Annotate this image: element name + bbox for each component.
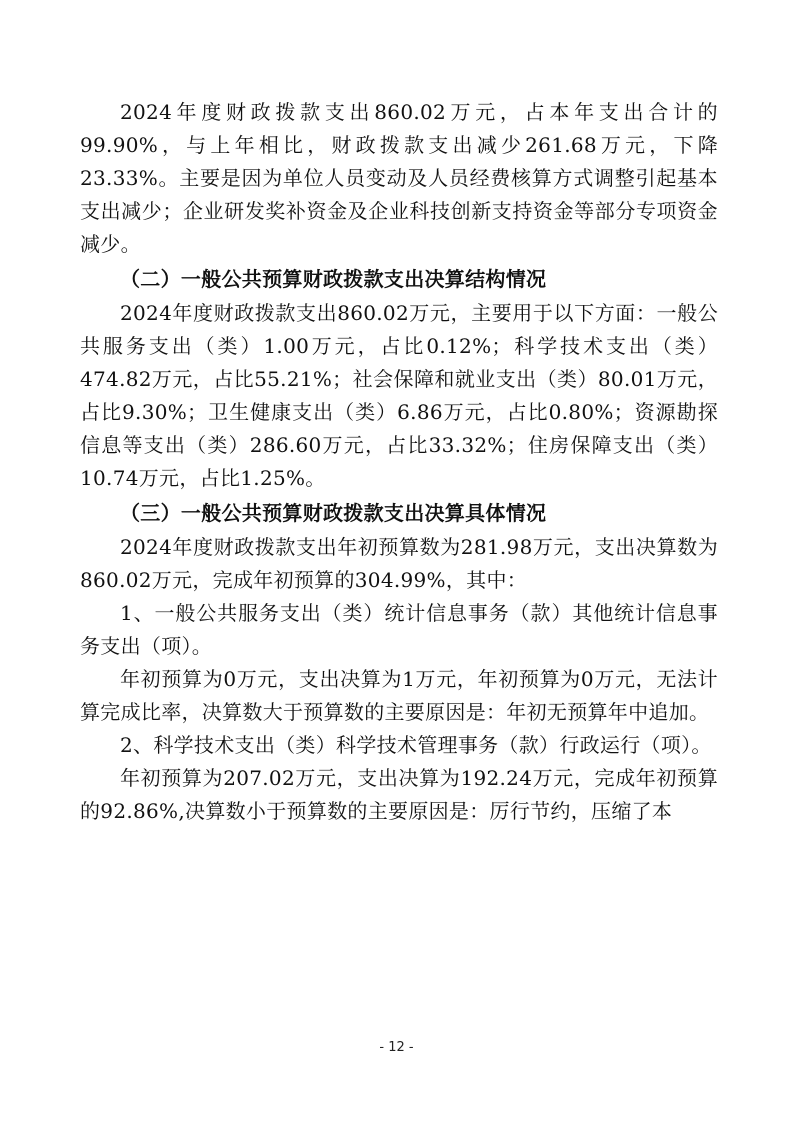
section-heading-structure: （二）一般公共预算财政拨款支出决算结构情况 (120, 267, 547, 291)
paragraph-expenditure-summary: 2024年度财政拨款支出860.02万元，占本年支出合计的99.90%，与上年相比，财政拨款支出减少261.68万元，下降23.33%。主要是因为单位人员变动及人员经费核算方式调整引起基本支出减少；企业研发奖补资金及企业科技创新支持资金等部分专项资金减少。 (80, 100, 718, 256)
paragraph-item-2-detail: 年初预算为207.02万元，支出决算为192.24万元，完成年初预算的92.86%,决算数小于预算数的主要原因是：厉行节约，压缩了本 (80, 766, 718, 823)
paragraph-expenditure-structure: 2024年度财政拨款支出860.02万元，主要用于以下方面：一般公共服务支出（类）1.00万元，占比0.12%；科学技术支出（类）474.82万元，占比55.21%；社会保障和就业支出（类）80.01万元，占比9.30%；卫生健康支出（类）6.86万元，占比0.80%；资源勘探信息等支出（类）286.60万元，占比33.32%；住房保障支出（类）10.74万元，占比1.25%。 (80, 301, 718, 490)
paragraph-item-2-title: 2、科学技术支出（类）科学技术管理事务（款）行政运行（项）。 (120, 733, 712, 757)
document-body (80, 96, 718, 828)
page-number: - 12 - (379, 1040, 414, 1055)
section-heading-details: （三）一般公共预算财政拨款支出决算具体情况 (120, 501, 547, 525)
paragraph-item-1-title: 1、一般公共服务支出（类）统计信息事务（款）其他统计信息事务支出（项）。 (80, 601, 718, 658)
paragraph-item-1-detail: 年初预算为0万元，支出决算为1万元，年初预算为0万元，无法计算完成比率，决算数大于预算数的主要原因是：年初无预算年中追加。 (80, 667, 718, 724)
paragraph-budget-overview: 2024年度财政拨款支出年初预算数为281.98万元，支出决算数为860.02万元，完成年初预算的304.99%，其中： (80, 535, 718, 592)
